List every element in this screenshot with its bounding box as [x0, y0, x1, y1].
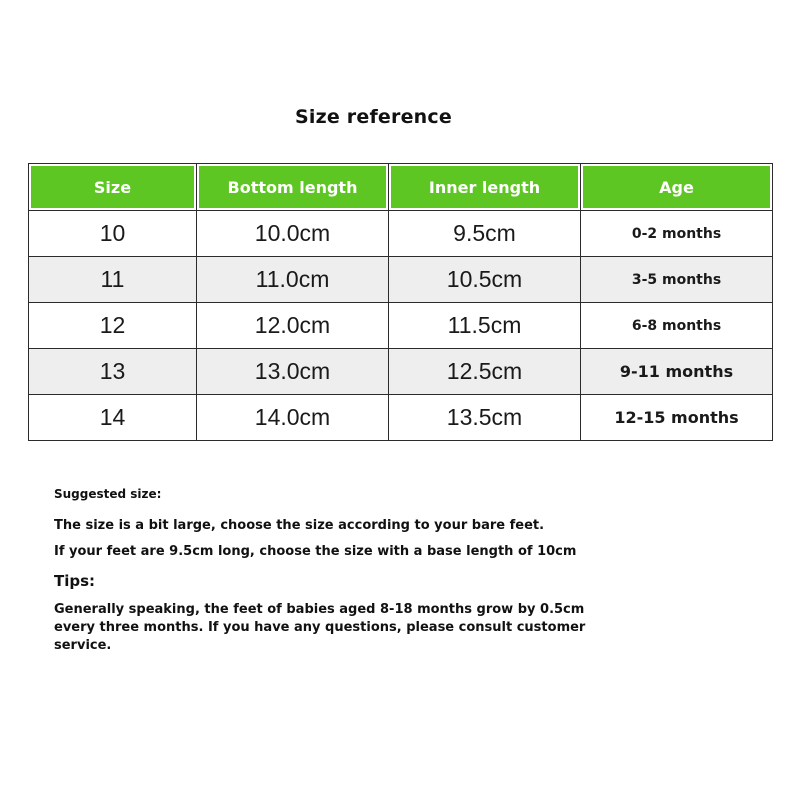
suggested-size-line-1: The size is a bit large, choose the size according to your bare feet. — [54, 518, 545, 533]
header-bottom-length: Bottom length — [197, 164, 389, 211]
inner-length-cell: 9.5cm — [389, 211, 581, 257]
bottom-length-cell: 14.0cm — [197, 395, 389, 441]
age-cell: 6-8 months — [581, 303, 773, 349]
age-cell: 3-5 months — [581, 257, 773, 303]
table-header-row — [29, 164, 773, 211]
size-cell: 14 — [29, 395, 197, 441]
page-title: Size reference — [295, 106, 452, 128]
bottom-length-cell: 10.0cm — [197, 211, 389, 257]
table-row — [29, 395, 773, 441]
size-reference-table — [28, 163, 773, 441]
header-age: Age — [581, 164, 773, 211]
age-cell: 9-11 months — [581, 349, 773, 395]
size-cell: 12 — [29, 303, 197, 349]
age-cell: 0-2 months — [581, 211, 773, 257]
bottom-length-cell: 13.0cm — [197, 349, 389, 395]
suggested-size-label: Suggested size: — [54, 487, 162, 501]
bottom-length-cell: 12.0cm — [197, 303, 389, 349]
inner-length-cell: 12.5cm — [389, 349, 581, 395]
table-row — [29, 211, 773, 257]
table-row — [29, 349, 773, 395]
tips-label: Tips: — [54, 572, 96, 590]
tips-text: Generally speaking, the feet of babies aged 8-18 months grow by 0.5cm every three months. If you have any questions, please consult customer service. — [54, 602, 586, 653]
suggested-size-line-2: If your feet are 9.5cm long, choose the size with a base length of 10cm — [54, 544, 577, 559]
inner-length-cell: 13.5cm — [389, 395, 581, 441]
inner-length-cell: 11.5cm — [389, 303, 581, 349]
bottom-length-cell: 11.0cm — [197, 257, 389, 303]
age-cell: 12-15 months — [581, 395, 773, 441]
table-row — [29, 257, 773, 303]
notes-section — [54, 487, 594, 655]
inner-length-cell: 10.5cm — [389, 257, 581, 303]
size-cell: 10 — [29, 211, 197, 257]
header-size: Size — [29, 164, 197, 211]
header-inner-length: Inner length — [389, 164, 581, 211]
size-cell: 11 — [29, 257, 197, 303]
table-row — [29, 303, 773, 349]
size-cell: 13 — [29, 349, 197, 395]
